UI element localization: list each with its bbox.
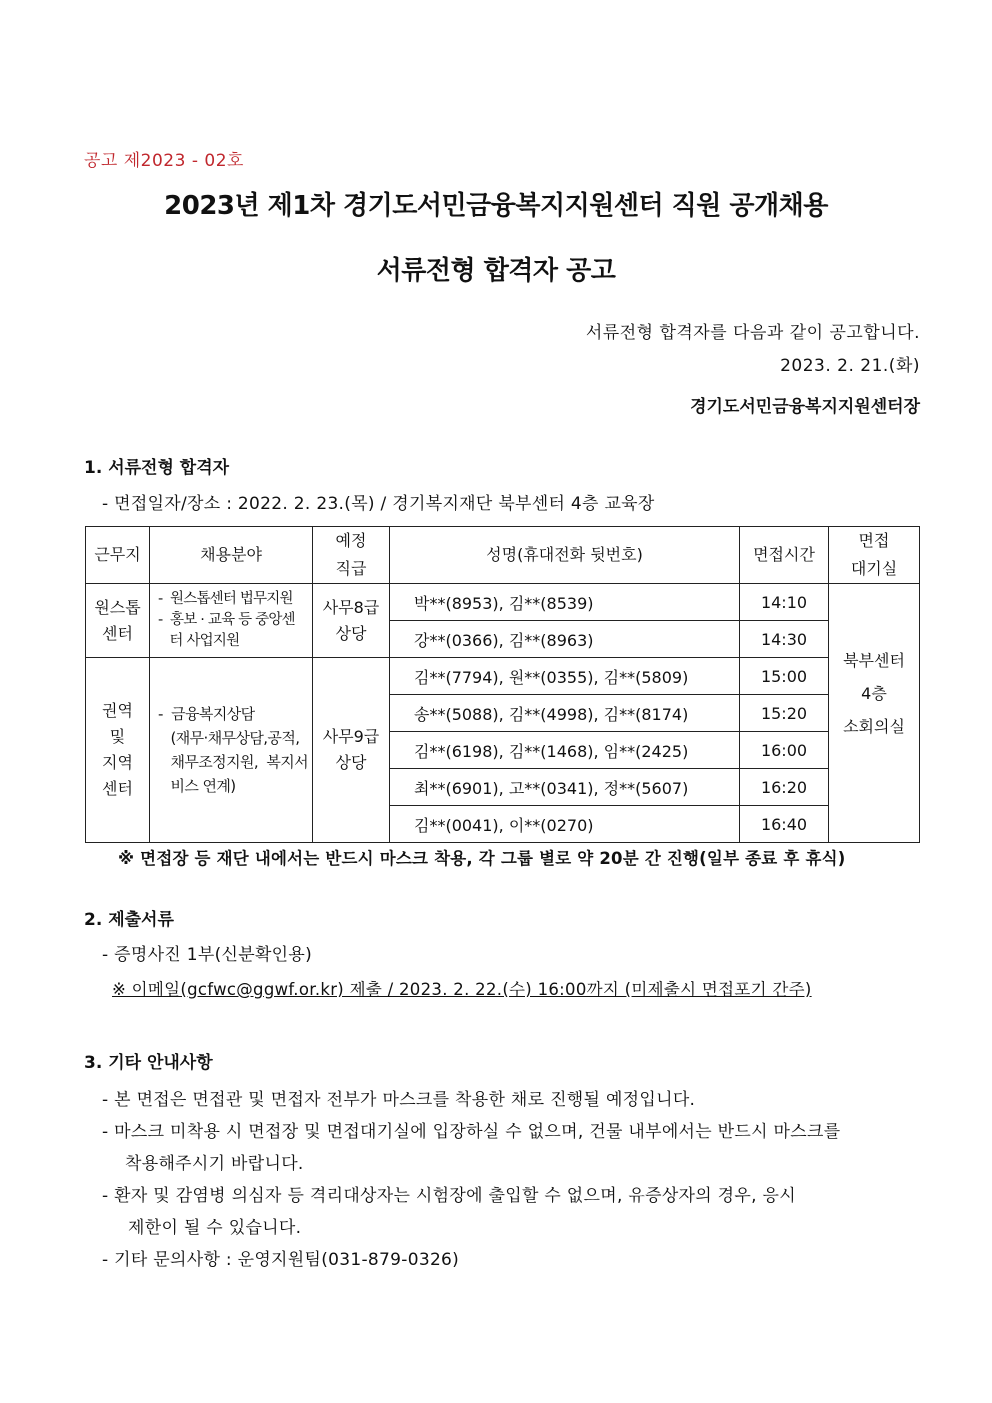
applicant-names: 김**(0041), 이**(0270) (390, 806, 740, 843)
guide-line: - 마스크 미착용 시 면접장 및 면접대기실에 입장하실 수 없으며, 건물 내부에서는 반드시 마스크를 (102, 1122, 841, 1142)
submission-note: ※ 이메일(gcfwc@ggwf.or.kr) 제출 / 2023. 2. 22.(수) 16:00까지 (미제출시 면접포기 간주) (112, 980, 812, 999)
section3-heading: 3. 기타 안내사항 (84, 1053, 213, 1073)
interview-time: 15:00 (740, 658, 829, 695)
table-row (86, 584, 920, 621)
workplace-regional: 권역 및 지역 센터 (86, 658, 150, 843)
notice-number: 공고 제2023 - 02호 (84, 151, 244, 171)
applicant-names: 김**(7794), 원**(0355), 김**(5809) (390, 658, 740, 695)
interview-time: 15:20 (740, 695, 829, 732)
interview-schedule: - 면접일자/장소 : 2022. 2. 23.(목) / 경기복지재단 북부센터 4층 교육장 (102, 494, 655, 514)
guide-line: 착용해주시기 바랍니다. (125, 1154, 304, 1174)
header-field: 채용분야 (150, 527, 313, 584)
interview-time: 16:20 (740, 769, 829, 806)
header-time: 면접시간 (740, 527, 829, 584)
field-regional: - 금융복지상담 (재무·채무상담,공적, 채무조정지원, 복지서 비스 연계) (150, 658, 313, 843)
section1-heading: 1. 서류전형 합격자 (84, 458, 230, 478)
interview-time: 16:00 (740, 732, 829, 769)
header-waiting-room: 면접 대기실 (829, 527, 920, 584)
header-rank: 예정 직급 (313, 527, 390, 584)
workplace-onestop: 원스톱 센터 (86, 584, 150, 658)
documents-item: - 증명사진 1부(신분확인용) (102, 945, 313, 965)
section2-heading: 2. 제출서류 (84, 910, 174, 930)
interview-time: 14:10 (740, 584, 829, 621)
intro-text: 서류전형 합격자를 다음과 같이 공고합니다. (585, 323, 920, 343)
applicant-names: 강**(0366), 김**(8963) (390, 621, 740, 658)
page-title: 2023년 제1차 경기도서민금융복지지원센터 직원 공개채용 (164, 191, 828, 221)
header-names: 성명(휴대전화 뒷번호) (390, 527, 740, 584)
issuer: 경기도서민금융복지지원센터장 (690, 397, 920, 417)
mask-note: ※ 면접장 등 재단 내에서는 반드시 마스크 착용, 각 그룹 별로 약 20분 간 진행(일부 종료 후 휴식) (118, 849, 846, 868)
waiting-room: 북부센터 4층 소회의실 (829, 584, 920, 843)
guide-line: 제한이 될 수 있습니다. (128, 1218, 302, 1238)
header-workplace: 근무지 (86, 527, 150, 584)
results-table (85, 526, 920, 843)
table-header-row (86, 527, 920, 584)
contact-line: - 기타 문의사항 : 운영지원팀(031-879-0326) (102, 1250, 460, 1270)
interview-time: 14:30 (740, 621, 829, 658)
applicant-names: 송**(5088), 김**(4998), 김**(8174) (390, 695, 740, 732)
applicant-names: 최**(6901), 고**(0341), 정**(5607) (390, 769, 740, 806)
field-onestop: - 원스톱센터 법무지원 - 홍보 · 교육 등 중앙센 터 사업지원 (150, 584, 313, 658)
interview-time: 16:40 (740, 806, 829, 843)
notice-date: 2023. 2. 21.(화) (780, 356, 920, 376)
applicant-names: 박**(8953), 김**(8539) (390, 584, 740, 621)
guide-line: - 본 면접은 면접관 및 면접자 전부가 마스크를 착용한 채로 진행될 예정입니다. (102, 1090, 696, 1110)
rank-regional: 사무9급 상당 (313, 658, 390, 843)
rank-onestop: 사무8급 상당 (313, 584, 390, 658)
page-subtitle: 서류전형 합격자 공고 (376, 256, 616, 286)
applicant-names: 김**(6198), 김**(1468), 임**(2425) (390, 732, 740, 769)
table-row (86, 658, 920, 695)
guide-line: - 환자 및 감염병 의심자 등 격리대상자는 시험장에 출입할 수 없으며, 유증상자의 경우, 응시 (102, 1186, 796, 1206)
